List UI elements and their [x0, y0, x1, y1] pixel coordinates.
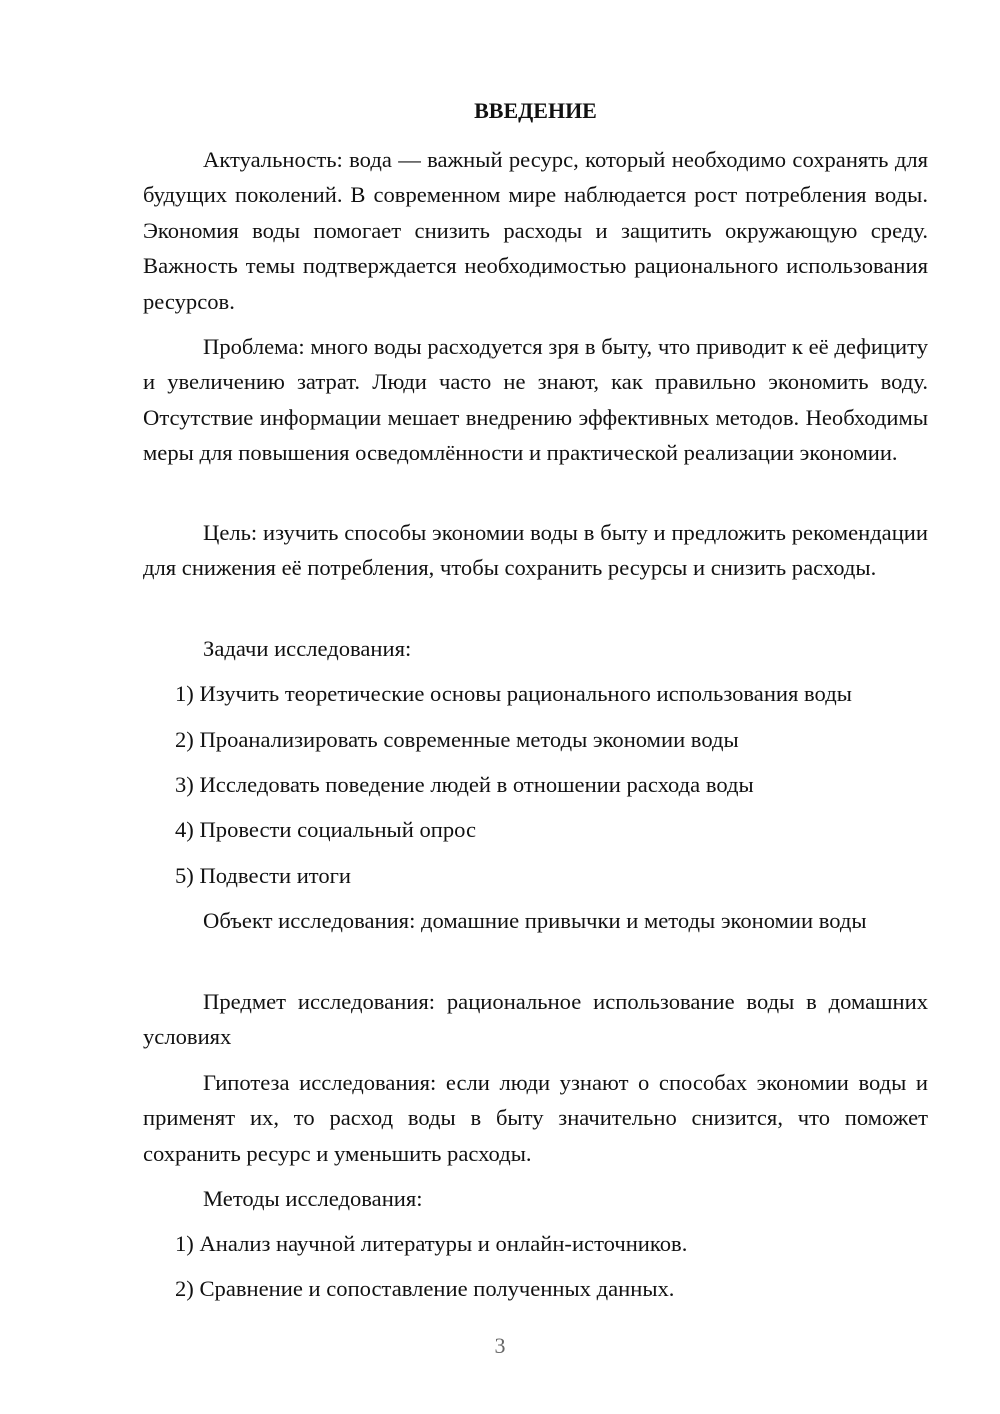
paragraph-goal: Цель: изучить способы экономии воды в быту и предложить рекомендации для снижения её потребления, чтобы сохранить ресурсы и снизить расходы.	[143, 520, 928, 581]
paragraph-hypothesis: Гипотеза исследования: если люди узнают о способах экономии воды и применят их, то расход воды в быту значительно снизится, что поможет сохранить ресурс и уменьшить расходы.	[143, 1070, 928, 1166]
paragraph-object: Объект исследования: домашние привычки и методы экономии воды	[203, 908, 867, 933]
tasks-heading: Задачи исследования:	[203, 636, 412, 661]
page-number: 3	[494, 1333, 506, 1358]
paragraph-relevance: Актуальность: вода — важный ресурс, который необходимо сохранять для будущих поколений. В современном мире наблюдается рост потребления воды. Экономия воды помогает снизить расходы и защитить окружающую среду. Важность темы подтверждается необходимостью рационального использования ресурсов.	[143, 147, 928, 314]
task-item-4: 4) Провести социальный опрос	[175, 817, 477, 842]
paragraph-problem: Проблема: много воды расходуется зря в быту, что приводит к её дефициту и увеличению затрат. Люди часто не знают, как правильно экономить воду. Отсутствие информации мешает внедрению эффективных методов. Необходимы меры для повышения осведомлённости и практической реализации экономии.	[143, 334, 928, 466]
task-item-1: 1) Изучить теоретические основы рационального использования воды	[175, 681, 852, 706]
task-item-5: 5) Подвести итоги	[175, 863, 352, 888]
section-heading: ВВЕДЕНИЕ	[474, 98, 597, 123]
method-item-1: 1) Анализ научной литературы и онлайн-источников.	[175, 1231, 688, 1256]
task-item-3: 3) Исследовать поведение людей в отношении расхода воды	[175, 772, 754, 797]
methods-heading: Методы исследования:	[203, 1186, 423, 1211]
task-item-2: 2) Проанализировать современные методы экономии воды	[175, 727, 739, 752]
paragraph-subject: Предмет исследования: рациональное использование воды в домашних условиях	[143, 989, 928, 1050]
method-item-2: 2) Сравнение и сопоставление полученных данных.	[175, 1276, 675, 1301]
